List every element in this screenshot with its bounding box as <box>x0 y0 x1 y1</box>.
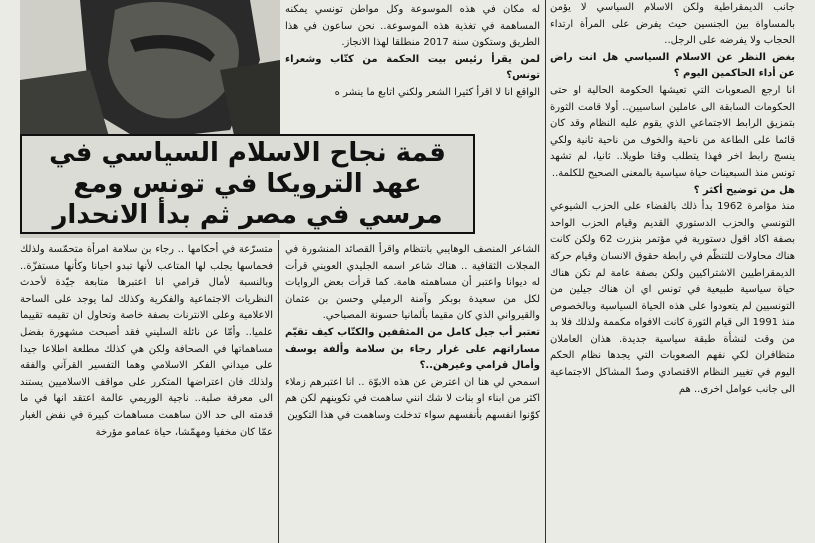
interview-paragraph: الشاعر المنصف الوهايبي بانتظام واقرأ القصائد المنشورة في المجلات الثقافية .. هناك شاعر اسمه الجليدي العويني قرأت له ديوانا واعتبر أن مساهمته هامة. كما قرأت بعض الروايات لكل من سعيدة بوبكر وآمنة الرميلي وحسن بن عثمان والقيرواني الذي كان مقيما بألمانيا حسونة المصباحي. <box>285 244 540 322</box>
interview-paragraph: انا ارجع الصعوبات التي تعيشها الحكومة الحالية او حتى الحكومات السابقة الى عاملين اساسيين.. أولا قامت الثورة بتمزيق الرابط الاجتماعي الذي يقوم عليه النظام وقد كان قائما على الطاعة من ناحية والخوف من ناحية ثانية ولكي ينسج رابط اخر فهذا يتطلب وقتا طويلا.. ثانيا، لم تشهد تونس منذ السبعينات حياة سياسية بالمعنى الصحيح للكلمة.. <box>550 84 795 179</box>
interview-question: بغض النظر عن الاسلام السياسي هل انت راض عن أداء الحاكمين اليوم ؟ <box>550 51 795 80</box>
interview-question: لمن يقرأ رئيس بيت الحكمة من كتّاب وشعراء تونس؟ <box>285 53 540 82</box>
column-rule <box>278 240 279 543</box>
interview-paragraph: له مكان في هذه الموسوعة وكل مواطن تونسي يمكنه المساهمة في تغذية هذه الموسوعة.. نحن ساعون في هذا الطريق وستكون سنة 2017 منطلقا لهذا الانجاز. <box>285 4 540 49</box>
right-column <box>550 0 795 543</box>
interview-question: هل من توضيح أكثر ؟ <box>693 184 795 196</box>
headline-line-2: عهد الترويكا في تونس ومع <box>73 168 422 199</box>
interview-paragraph: اسمحي لي هنا ان اعترض عن هذه الابوّة .. انا اعتبرهم زملاء اكثر من ابناء او بنات لا شك انني ساهمت في تكوينهم لكن هم كوّنوا انفسهم بأنفسهم سواء تدخلت وساهمت في هذا التكوين <box>285 376 540 421</box>
left-column <box>20 242 273 543</box>
interview-paragraph: جانب الديمقراطية ولكن الاسلام السياسي لا يؤمن بالمساواة بين الجنسين حيث يفرض على المرأة ارتداء الحجاب ولا يفرضه على الرجل.. <box>550 2 795 47</box>
middle-top-text <box>285 2 540 130</box>
interview-paragraph: متسرّعة في أحكامها .. رجاء بن سلامة امرأة متحمّسة ولذلك فحماسها يجلب لها المتاعب لأنها تبدو احيانا وكأنها مستفزّة.. وبالنسبة لأمال قرامي انا اعتبرها متابعة جيّدة لأحدث النظريات الاجتماعية والفكرية وكذلك لما يوجد على الساحة الاعلامية وعلى الانترنات بصفة خاصة وتحاول ان تقيمه تقييما علميا.. وأمّا عن نائلة السليني فقد أصبحت مشهورة بفضل مساهماتها في الصحافة ولكن هي كذلك مطلعة اطلاعا جيدا على ميداني الفكر الاسلامي وهما التفسير القرآني والفقه ولذلك فان اعتراضها المتكرر على مواقف الاسلاميين يستند الى معرفة صلبة.. ناجية الوريمي عالمة اعتقد انها في ما قدمته الى حد الان ساهمت مساهمات كبيرة في نفض الغبار عمّا كان مخفيا ومهمّشا، حياة عمامو مؤرخة <box>20 244 273 438</box>
interview-paragraph: الواقع انا لا اقرأ كثيرا الشعر ولكني اتابع ما ينشر ه <box>334 86 540 98</box>
interview-question: تعتبر أب جيل كامل من المثقفين والكتّاب كيف تقيّم مساراتهم على غرار رجاء بن سلامة وألفة يوسف وأمال قرامي وغيرهن..؟ <box>285 326 540 372</box>
headline-line-1: قمة نجاح الاسلام السياسي في <box>49 137 446 168</box>
interview-paragraph: منذ مؤامرة 1962 بدأ ذلك بالقضاء على الحزب الشيوعي التونسي والحزب الدستوري القديم وقيام الحزب الواحد بصفة اكاد اقول دستورية في مؤتمر بنزرت 62 ولكن كانت هناك محاولات للتنظّم في رابطة حقوق الانسان وقيام حركة الديمقراطيين الاشتراكيين ولكن بصفة عامة لم تكن هناك حياة سياسية طبيعية في تونس اي ان هناك جيلين من التونسيين لم يتعودوا على هذه الحياة السياسية وبالخصوص منذ 1991 الى قيام الثورة كانت الافواه مكممة ولذلك فلا بد من وقت لنشأة طبقة سياسية جديدة. هذان العاملان متظافران لكي نفهم الصعوبات التي يجدها نظام الحكم اليوم في تغيير النظام الاقتصادي وصدّ المشاكل الاجتماعية الى جانب عوامل اخرى.. هم <box>550 201 795 395</box>
headline-line-3: مرسي في مصر ثم بدأ الانحدار <box>52 199 443 230</box>
headline <box>20 134 475 234</box>
column-rule <box>545 0 546 543</box>
middle-bottom-text <box>285 242 540 543</box>
